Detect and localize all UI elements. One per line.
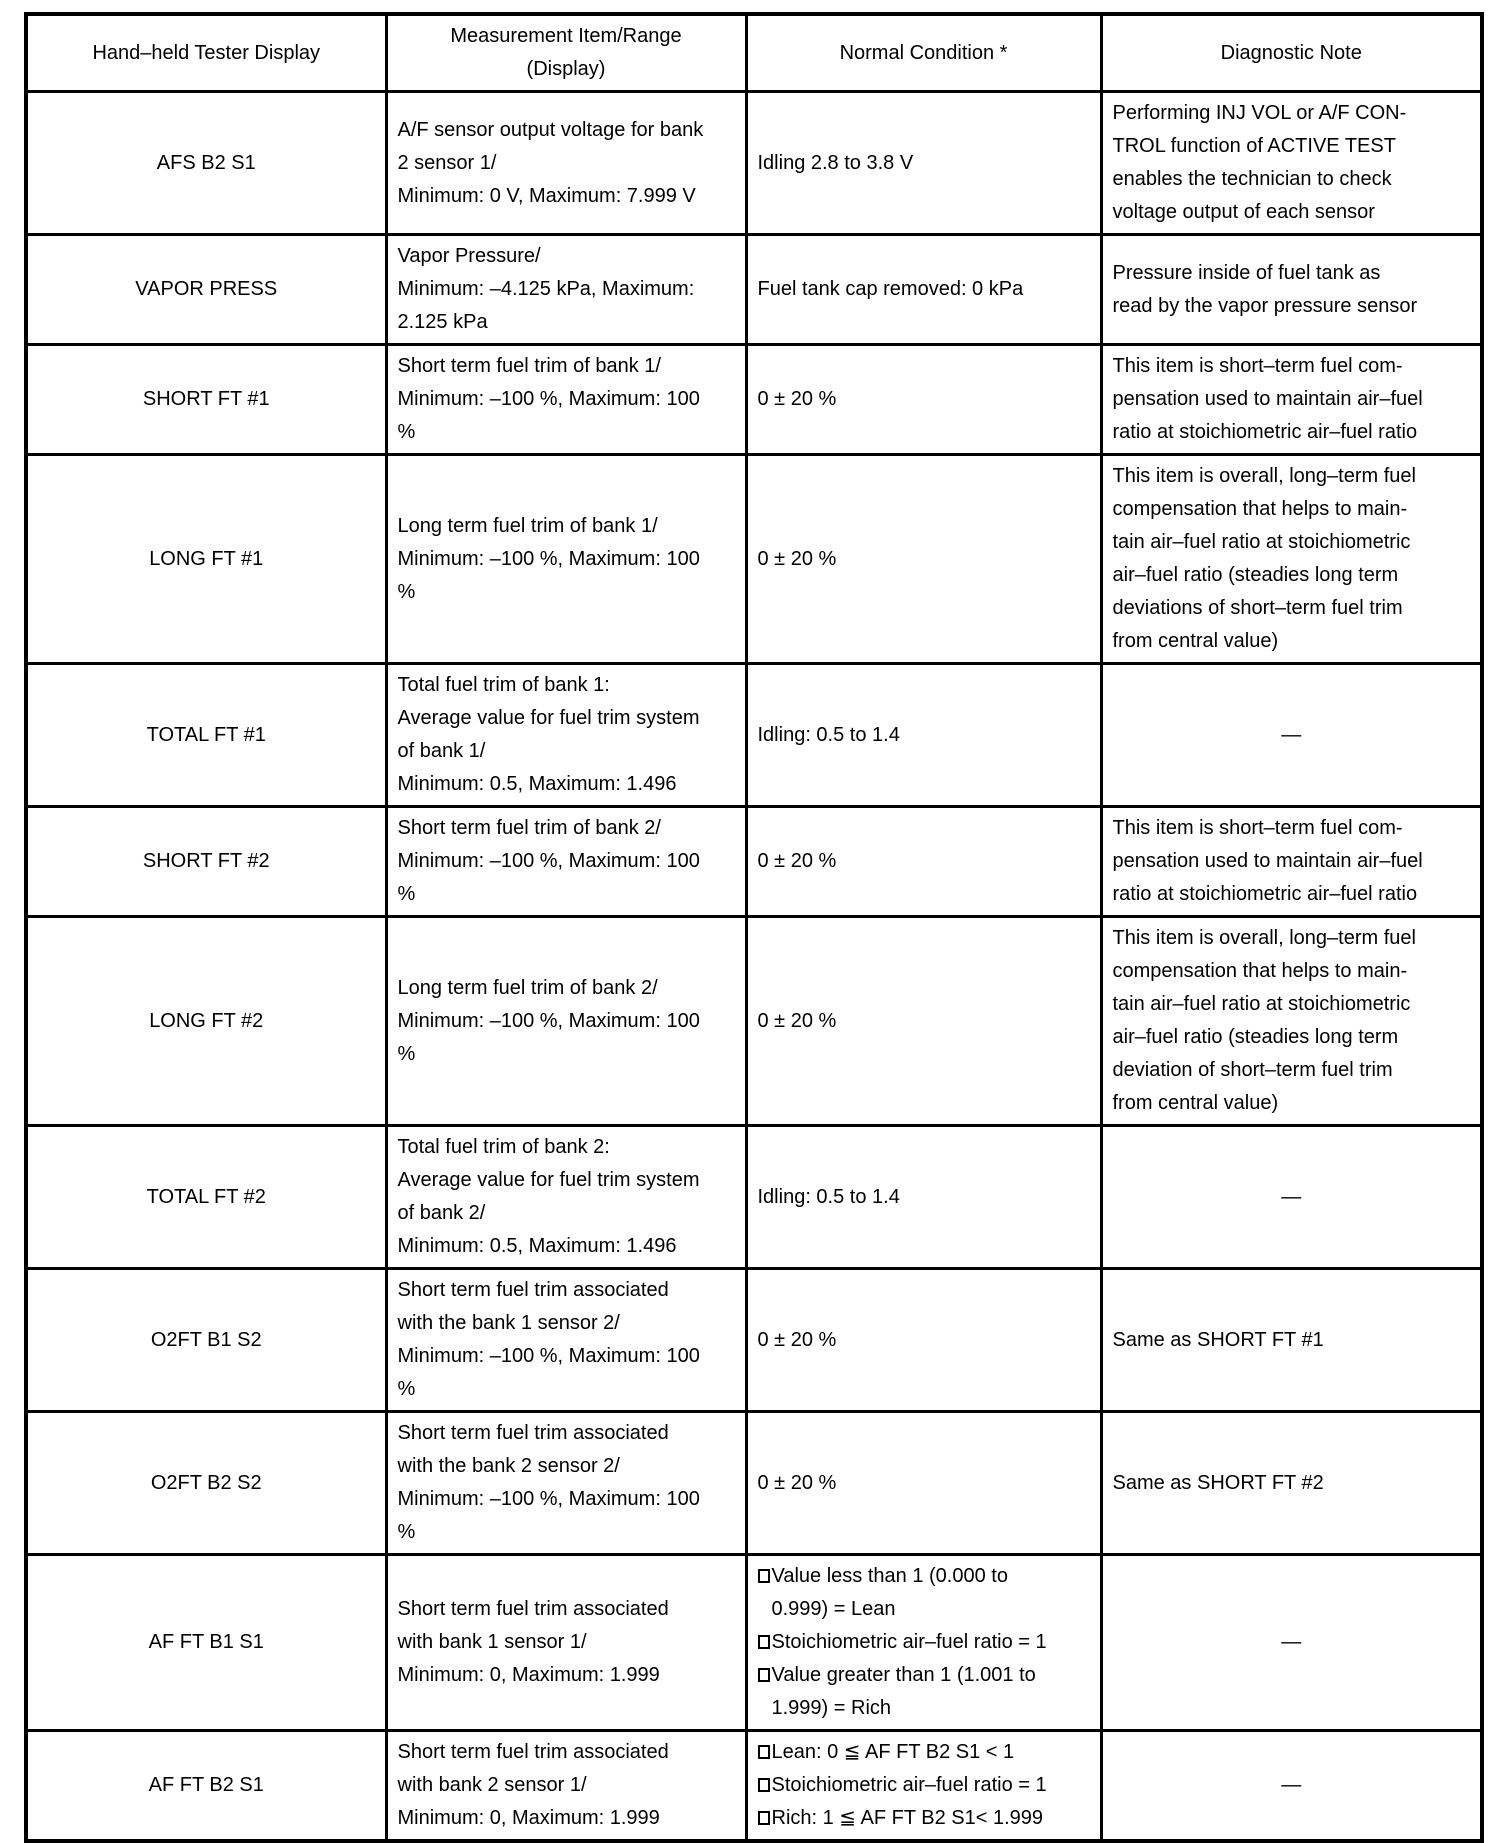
col-header-measurement-line2: (Display) [526, 58, 606, 80]
text-line: Long term fuel trim of bank 2/ [397, 976, 658, 999]
normal-condition-cell [746, 1555, 1101, 1731]
table-row [26, 92, 1482, 235]
diagnostic-note-cell [1101, 345, 1482, 455]
tester-display-cell: O2FT B2 S2 [26, 1412, 386, 1555]
text-line: Minimum: –100 %, Maximum: 100 [397, 1345, 700, 1367]
text-line: Total fuel trim of bank 1: [397, 674, 610, 696]
measurement-cell [386, 1731, 746, 1842]
text-line: with the bank 1 sensor 2/ [397, 1312, 620, 1334]
text-line: compensation that helps to main- [1112, 498, 1408, 520]
diagnostic-table [24, 12, 1484, 1843]
text-line: Short term fuel trim of bank 2/ [397, 817, 661, 839]
tester-display-cell: VAPOR PRESS [26, 235, 386, 345]
text-line: Idling: 0.5 to 1.4 [757, 723, 900, 746]
text-line: of bank 1/ [397, 740, 486, 762]
bullet-line [758, 1659, 1090, 1692]
normal-condition-cell [746, 92, 1101, 235]
text-line: 0 ± 20 % [757, 850, 837, 872]
bullet-text: Lean: 0 ≦ AF FT B2 S1 < 1 [771, 1741, 1015, 1763]
text-line: Total fuel trim of bank 2: [397, 1136, 610, 1158]
measurement-cell [386, 1269, 746, 1412]
normal-condition-cell [746, 1269, 1101, 1412]
table-row [26, 235, 1482, 345]
text-line: enables the technician to check [1112, 168, 1392, 190]
square-bullet-icon [758, 1668, 770, 1682]
diagnostic-note-cell [1101, 92, 1482, 235]
text-line: This item is overall, long–term fuel [1112, 465, 1416, 487]
diagnostic-note-cell [1101, 664, 1482, 807]
diagnostic-note-cell [1101, 917, 1482, 1126]
text-line: voltage output of each sensor [1112, 201, 1375, 223]
text-line: Same as SHORT FT #1 [1112, 1328, 1324, 1351]
table-row [26, 345, 1482, 455]
normal-condition-cell [746, 664, 1101, 807]
text-line: 2 sensor 1/ [397, 151, 497, 174]
text-line: Short term fuel trim associated [397, 1741, 669, 1763]
text-line: read by the vapor pressure sensor [1112, 294, 1418, 317]
text-line: Minimum: –100 %, Maximum: 100 [397, 388, 700, 410]
text-line: 0 ± 20 % [757, 547, 837, 570]
text-line: Idling 2.8 to 3.8 V [757, 151, 914, 174]
text-line: Same as SHORT FT #2 [1112, 1471, 1324, 1494]
table-row [26, 1412, 1482, 1555]
bullet-line [758, 1560, 1090, 1593]
tester-display-cell: LONG FT #2 [26, 917, 386, 1126]
normal-condition-cell [746, 1412, 1101, 1555]
normal-condition-cell [746, 235, 1101, 345]
measurement-cell [386, 1126, 746, 1269]
normal-condition-cell [746, 1731, 1101, 1842]
bullet-line [758, 1802, 1090, 1835]
text-line: Minimum: 0, Maximum: 1.999 [397, 1664, 660, 1686]
table-row [26, 807, 1482, 917]
text-line: Minimum: 0.5, Maximum: 1.496 [397, 1235, 677, 1257]
measurement-cell [386, 455, 746, 664]
tester-display-cell: AF FT B1 S1 [26, 1555, 386, 1731]
col-header-tester-display: Hand–held Tester Display [26, 14, 386, 92]
text-line: Minimum: –100 %, Maximum: 100 [397, 1009, 700, 1032]
text-line: Minimum: 0, Maximum: 1.999 [397, 1807, 660, 1829]
text-line: % [397, 421, 416, 443]
normal-condition-cell [746, 807, 1101, 917]
bullet-continuation-line: 0.999) = Lean [771, 1598, 896, 1620]
normal-condition-cell [746, 345, 1101, 455]
bullet-line [758, 1626, 1090, 1659]
tester-display-cell: LONG FT #1 [26, 455, 386, 664]
text-line: — [1281, 1631, 1302, 1653]
text-line: 0 ± 20 % [757, 1009, 837, 1032]
text-line: compensation that helps to main- [1112, 960, 1408, 982]
text-line: Minimum: –100 %, Maximum: 100 [397, 850, 700, 872]
text-line: This item is overall, long–term fuel [1112, 927, 1416, 949]
text-line: deviations of short–term fuel trim [1112, 597, 1403, 619]
tester-display-cell: O2FT B1 S2 [26, 1269, 386, 1412]
table-row [26, 1555, 1482, 1731]
text-line: from central value) [1112, 1092, 1279, 1114]
measurement-cell [386, 917, 746, 1126]
normal-condition-cell [746, 917, 1101, 1126]
table-row [26, 1126, 1482, 1269]
text-line: % [397, 1521, 416, 1543]
table-row [26, 1269, 1482, 1412]
text-line: % [397, 883, 416, 905]
text-line: Minimum: –100 %, Maximum: 100 [397, 1488, 700, 1510]
text-line: tain air–fuel ratio at stoichiometric [1112, 531, 1411, 553]
text-line: Minimum: –4.125 kPa, Maximum: [397, 278, 695, 300]
text-line: Long term fuel trim of bank 1/ [397, 514, 658, 537]
bullet-line [758, 1736, 1090, 1769]
table-row [26, 917, 1482, 1126]
bullet-text: Value less than 1 (0.000 to [771, 1565, 1008, 1587]
bullet-text: Value greater than 1 (1.001 to [771, 1664, 1036, 1686]
measurement-cell [386, 807, 746, 917]
square-bullet-icon [758, 1811, 770, 1825]
text-line: 0 ± 20 % [757, 1471, 837, 1494]
text-line: Short term fuel trim of bank 1/ [397, 355, 661, 377]
diagnostic-note-cell [1101, 455, 1482, 664]
text-line: with bank 1 sensor 1/ [397, 1631, 587, 1653]
text-line: pensation used to maintain air–fuel [1112, 850, 1423, 872]
text-line: Short term fuel trim associated [397, 1279, 669, 1301]
text-line: % [397, 580, 416, 603]
text-line: with the bank 2 sensor 2/ [397, 1455, 620, 1477]
text-line: Short term fuel trim associated [397, 1598, 669, 1620]
text-line: tain air–fuel ratio at stoichiometric [1112, 993, 1411, 1015]
text-line: air–fuel ratio (steadies long term [1112, 1026, 1399, 1048]
text-line: % [397, 1042, 416, 1065]
diagnostic-note-cell [1101, 1555, 1482, 1731]
bullet-continuation-line: 1.999) = Rich [771, 1697, 892, 1719]
col-header-measurement-line1: Measurement Item/Range [450, 25, 682, 47]
text-line: Average value for fuel trim system [397, 1169, 700, 1191]
normal-condition-cell [746, 455, 1101, 664]
text-line: of bank 2/ [397, 1202, 486, 1224]
square-bullet-icon [758, 1635, 770, 1649]
text-line: Minimum: 0.5, Maximum: 1.496 [397, 773, 677, 795]
col-header-normal-condition: Normal Condition * [746, 14, 1101, 92]
text-line: Performing INJ VOL or A/F CON- [1112, 102, 1407, 124]
diagnostic-note-cell [1101, 1126, 1482, 1269]
table-row [26, 664, 1482, 807]
text-line: Pressure inside of fuel tank as [1112, 261, 1381, 284]
table-body [26, 92, 1482, 1842]
text-line: Minimum: 0 V, Maximum: 7.999 V [397, 184, 696, 207]
text-line: Average value for fuel trim system [397, 707, 700, 729]
bullet-text: Stoichiometric air–fuel ratio = 1 [771, 1774, 1047, 1796]
text-line: This item is short–term fuel com- [1112, 817, 1403, 839]
tester-display-cell: SHORT FT #2 [26, 807, 386, 917]
tester-display-cell: TOTAL FT #2 [26, 1126, 386, 1269]
text-line: Vapor Pressure/ [397, 245, 541, 267]
text-line: deviation of short–term fuel trim [1112, 1059, 1393, 1081]
square-bullet-icon [758, 1745, 770, 1759]
col-header-diagnostic-note: Diagnostic Note [1101, 14, 1482, 92]
bullet-line [758, 1769, 1090, 1802]
text-line: 0 ± 20 % [757, 388, 837, 410]
table-row [26, 455, 1482, 664]
text-line: pensation used to maintain air–fuel [1112, 388, 1423, 410]
text-line: 2.125 kPa [397, 311, 488, 333]
measurement-cell [386, 235, 746, 345]
text-line: ratio at stoichiometric air–fuel ratio [1112, 421, 1418, 443]
text-line: Fuel tank cap removed: 0 kPa [757, 278, 1024, 300]
text-line: air–fuel ratio (steadies long term [1112, 564, 1399, 586]
tester-display-cell: TOTAL FT #1 [26, 664, 386, 807]
measurement-cell [386, 1555, 746, 1731]
diagnostic-note-cell [1101, 807, 1482, 917]
measurement-cell [386, 92, 746, 235]
measurement-cell [386, 345, 746, 455]
text-line: with bank 2 sensor 1/ [397, 1774, 587, 1796]
text-line: Minimum: –100 %, Maximum: 100 [397, 547, 700, 570]
tester-display-cell: SHORT FT #1 [26, 345, 386, 455]
text-line: % [397, 1378, 416, 1400]
normal-condition-cell [746, 1126, 1101, 1269]
text-line: Short term fuel trim associated [397, 1422, 669, 1444]
diagnostic-note-cell [1101, 1412, 1482, 1555]
diagnostic-note-cell [1101, 235, 1482, 345]
text-line: Idling: 0.5 to 1.4 [757, 1185, 900, 1208]
measurement-cell [386, 1412, 746, 1555]
measurement-cell [386, 664, 746, 807]
table-row [26, 1731, 1482, 1842]
square-bullet-icon [758, 1778, 770, 1792]
text-line: TROL function of ACTIVE TEST [1112, 135, 1396, 157]
text-line: ratio at stoichiometric air–fuel ratio [1112, 883, 1418, 905]
tester-display-cell: AFS B2 S1 [26, 92, 386, 235]
text-line: 0 ± 20 % [757, 1328, 837, 1351]
bullet-text: Stoichiometric air–fuel ratio = 1 [771, 1631, 1047, 1653]
diagnostic-note-cell [1101, 1269, 1482, 1412]
diagnostic-note-cell [1101, 1731, 1482, 1842]
bullet-text: Rich: 1 ≦ AF FT B2 S1< 1.999 [771, 1807, 1044, 1829]
col-header-measurement [386, 14, 746, 92]
text-line: A/F sensor output voltage for bank [397, 118, 704, 141]
text-line: from central value) [1112, 630, 1279, 652]
text-line: This item is short–term fuel com- [1112, 355, 1403, 377]
tester-display-cell: AF FT B2 S1 [26, 1731, 386, 1842]
header-row [26, 14, 1482, 92]
square-bullet-icon [758, 1569, 770, 1583]
text-line: — [1281, 1774, 1302, 1796]
text-line: — [1281, 723, 1302, 746]
text-line: — [1281, 1185, 1302, 1208]
